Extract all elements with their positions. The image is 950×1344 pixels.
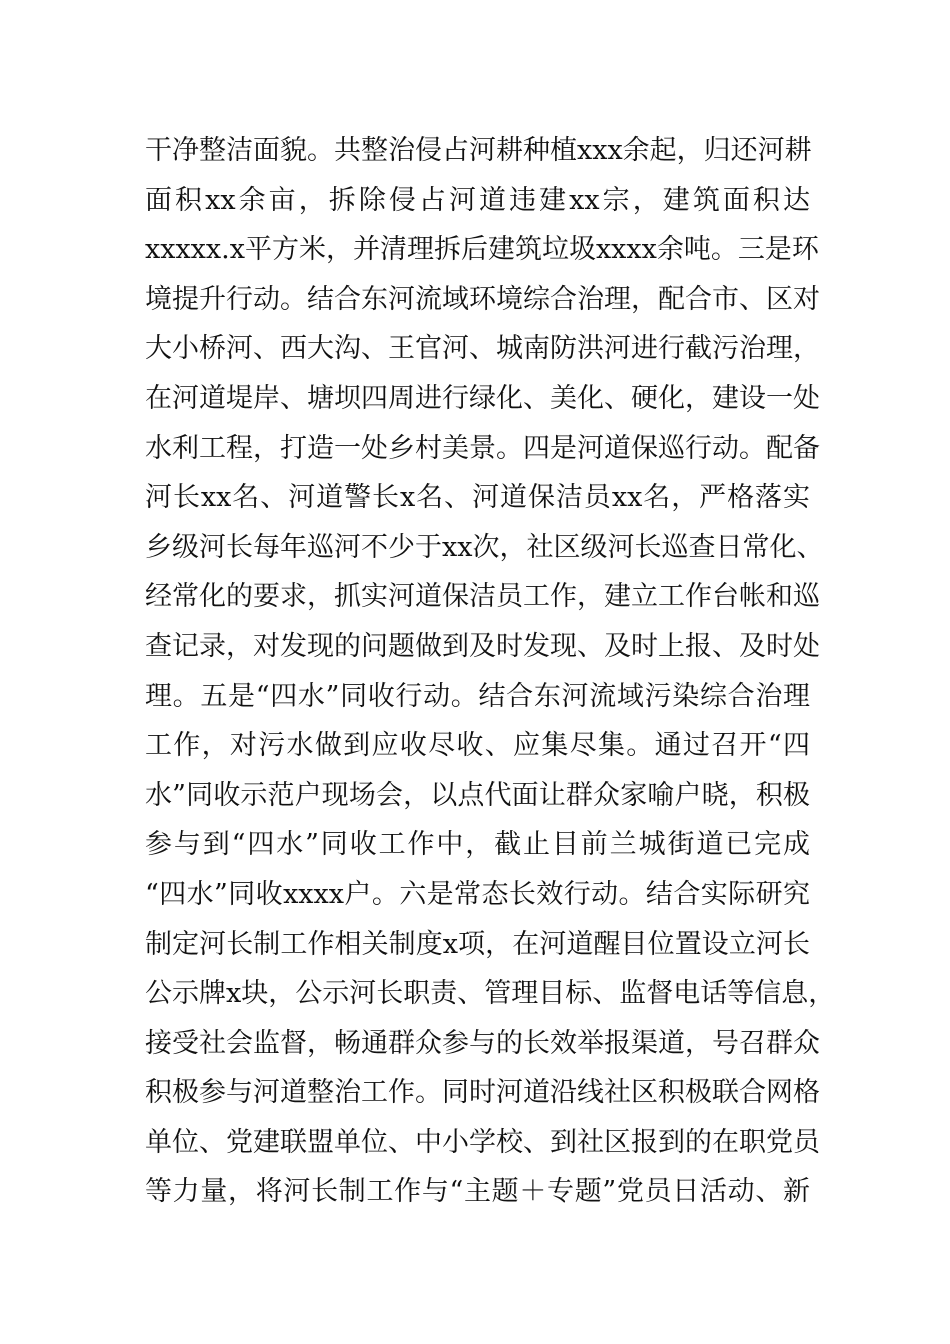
- text-line: “四水”同收xxxx户。六是常态长效行动。结合实际研究: [145, 878, 810, 910]
- text-line: 工作，对污水做到应收尽收、应集尽集。通过召开“四: [145, 730, 810, 762]
- text-line: 河长xx名、河道警长x名、河道保洁员xx名，严格落实: [145, 482, 810, 514]
- text-line: 经常化的要求，抓实河道保洁员工作，建立工作台帐和巡: [145, 581, 820, 613]
- text-line: 积极参与河道整治工作。同时河道沿线社区积极联合网格: [145, 1077, 820, 1109]
- text-line: 理。五是“四水”同收行动。结合东河流域污染综合治理: [145, 680, 810, 712]
- text-line: 等力量，将河长制工作与“主题＋专题”党员日活动、新: [145, 1176, 810, 1208]
- text-line: 水”同收示范户现场会，以点代面让群众家喻户晓，积极: [145, 779, 810, 811]
- text-line: 乡级河长每年巡河不少于xx次，社区级河长巡查日常化、: [145, 531, 824, 563]
- text-line: 制定河长制工作相关制度x项，在河道醒目位置设立河长: [145, 928, 810, 960]
- text-line: 干净整洁面貌。共整治侵占河耕种植xxx余起，归还河耕: [145, 135, 812, 166]
- text-line: 大小桥河、西大沟、王官河、城南防洪河进行截污治理，: [145, 333, 820, 365]
- text-line: 公示牌x块，公示河长职责、管理目标、监督电话等信息，: [145, 978, 836, 1010]
- text-line: 在河道堤岸、塘坝四周进行绿化、美化、硬化，建设一处: [145, 382, 820, 414]
- text-line: 水利工程，打造一处乡村美景。四是河道保巡行动。配备: [145, 432, 820, 464]
- text-line: xxxxx.x平方米，并清理拆后建筑垃圾xxxx余吨。三是环: [145, 234, 819, 266]
- text-line: 境提升行动。结合东河流域环境综合治理，配合市、区对: [145, 283, 820, 315]
- text-line: 单位、党建联盟单位、中小学校、到社区报到的在职党员: [145, 1126, 820, 1158]
- text-line: 查记录，对发现的问题做到及时发现、及时上报、及时处: [145, 630, 820, 662]
- text-line: 面积xx余亩，拆除侵占河道违建xx宗，建筑面积达: [145, 184, 810, 216]
- text-line: 接受社会监督，畅通群众参与的长效举报渠道，号召群众: [145, 1027, 820, 1059]
- body-paragraph: [145, 126, 836, 1217]
- text-line: 参与到“四水”同收工作中，截止目前兰城街道已完成: [145, 829, 810, 861]
